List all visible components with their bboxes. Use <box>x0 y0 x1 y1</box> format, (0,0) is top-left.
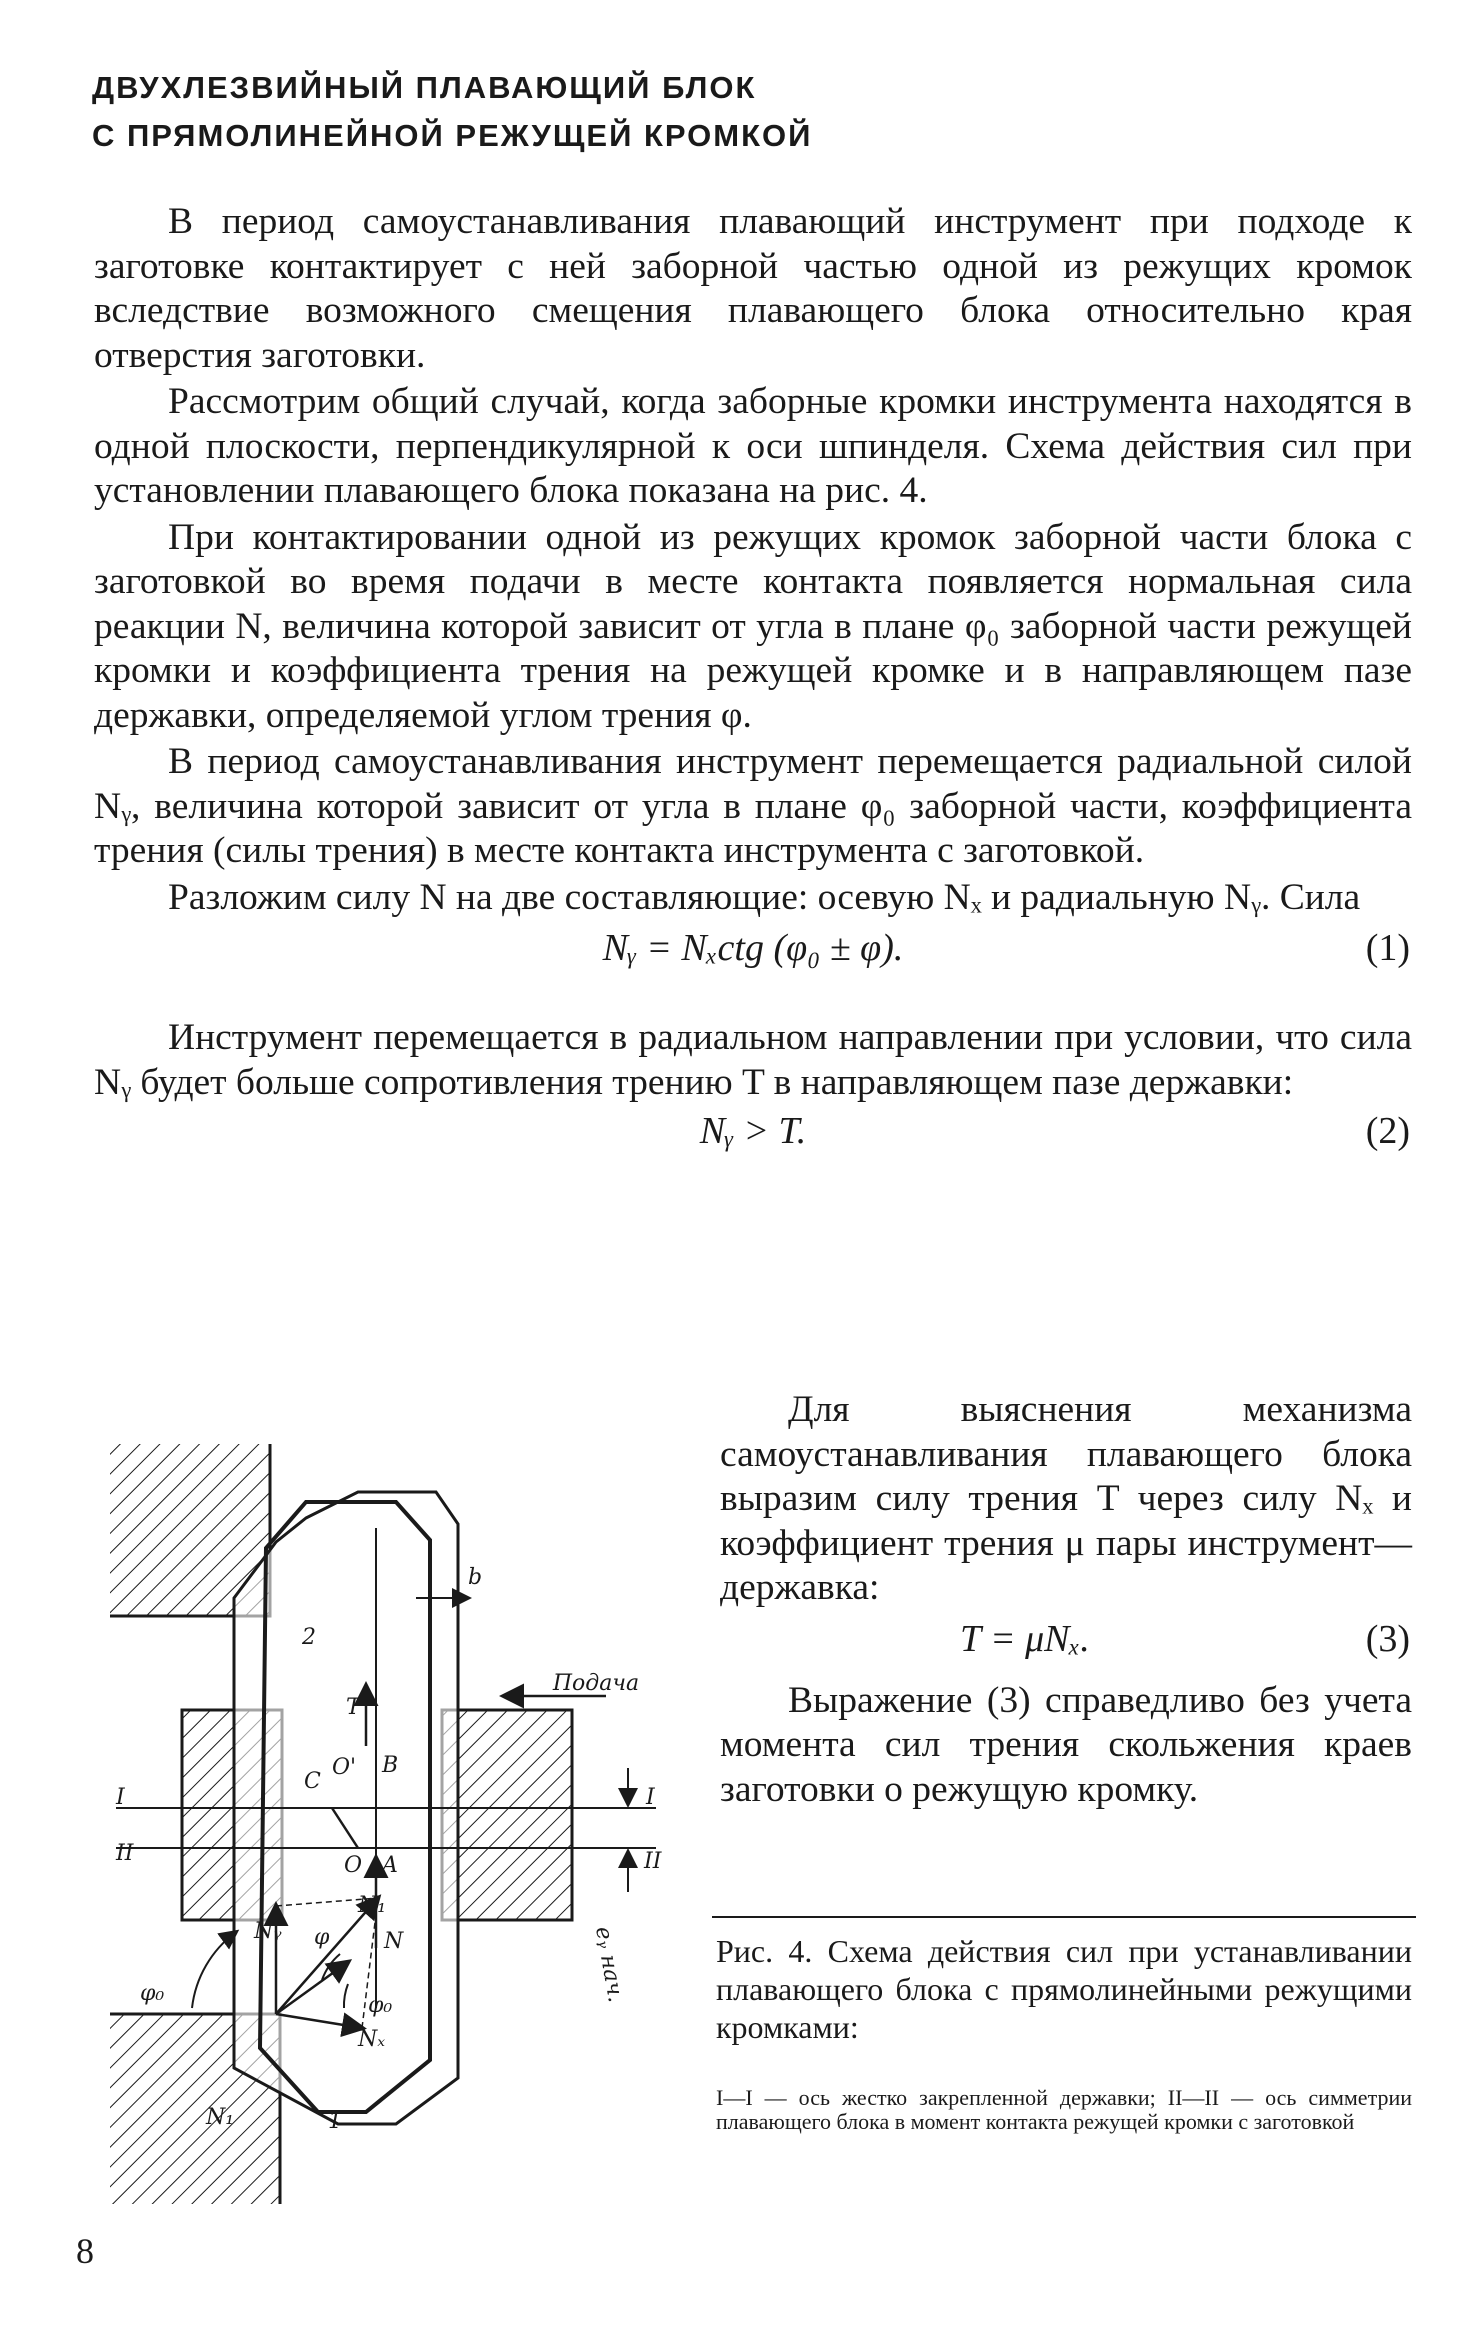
equation-1-formula: Nᵧ = Nₓctg (φ₀ ± φ). <box>602 927 904 969</box>
label-Ny: Nᵧ <box>254 1919 282 1944</box>
label-phi: φ <box>314 1925 330 1950</box>
label-axis-II-right: II <box>644 1849 662 1874</box>
equation-2-number: (2) <box>1365 1110 1410 1152</box>
equation-2-formula: Nᵧ > T. <box>699 1110 807 1152</box>
equation-1 <box>94 926 1412 988</box>
caption-rule <box>712 1916 1416 1918</box>
label-part-2: 2 <box>302 1625 316 1650</box>
label-A: A <box>382 1853 398 1878</box>
paragraph-4: В период самоустанавливания инструмент перемещается радиальной силой Nᵧ, величина которой зависит от угла в плане φ₀ заборной части, коэффициента трения (силы трения) в месте контакта инструмента с заготовкой. <box>94 741 1412 871</box>
feed-label: Подача <box>552 1671 640 1696</box>
equation-3-number: (3) <box>1365 1617 1410 1660</box>
force-diagram-svg <box>96 1428 696 2208</box>
paragraph-3: При контактировании одной из режущих кромок заборной части блока с заготовкой во время подачи в месте контакта появляется нормальная сила реакции N, величина которой зависит от угла в плане φ₀ заборной части режущей кромки и коэффициента трения на режущей кромке и в направляющем пазе державки, определяемой углом трения φ. <box>94 516 1412 736</box>
page-number: 8 <box>76 2231 94 2271</box>
equation-3-formula: T = μNₓ. <box>960 1617 1090 1660</box>
label-B: B <box>382 1753 399 1778</box>
label-phi0-left: φ₀ <box>140 1981 165 2006</box>
label-ey: eᵧ нач. <box>590 1924 629 2005</box>
equation-3 <box>720 1617 1412 1673</box>
paragraph-6: Инструмент перемещается в радиальном направлении при условии, что сила Nᵧ будет больше сопротивления трению T в направляющем пазе державки: <box>94 1017 1412 1103</box>
label-part-1: 1 <box>328 2109 342 2134</box>
label-T: T <box>346 1695 361 1720</box>
label-axis-I-left: I <box>116 1785 125 1810</box>
paragraph-8: Выражение (3) справедливо без учета момента сил трения скольжения краев заготовки о режущую кромку. <box>720 1679 1412 1810</box>
equation-1-number: (1) <box>1365 927 1410 969</box>
label-b: b <box>468 1565 483 1590</box>
label-O: O <box>344 1853 363 1878</box>
feed-arrow <box>504 1671 639 1696</box>
label-N: N <box>384 1929 404 1954</box>
label-axis-II-left: II <box>116 1841 134 1866</box>
heading-line-2: С ПРЯМОЛИНЕЙНОЙ РЕЖУЩЕЙ КРОМКОЙ <box>92 118 813 153</box>
paragraph-7: Для выяснения механизма самоустанавливания плавающего блока выразим силу трения T через силу Nₓ и коэффициент трения μ пары инструмент—державка: <box>720 1389 1412 1608</box>
figure-force-diagram <box>96 1428 696 2208</box>
paragraph-5: Разложим силу N на две составляющие: осевую Nₓ и радиальную Nᵧ. Сила <box>168 876 1361 918</box>
side-text <box>720 1388 1412 1812</box>
figure-caption-legend: I—I — ось жестко закрепленной державки; II—II — ось симметрии плавающего блока в момент контакта режущей кромки с заготовкой <box>716 2085 1412 2134</box>
heading-line-1: ДВУХЛЕЗВИЙНЫЙ ПЛАВАЮЩИЙ БЛОК <box>92 70 757 105</box>
label-Nx: Nₓ <box>358 2027 386 2052</box>
paragraph-2: Рассмотрим общий случай, когда заборные кромки инструмента находятся в одной плоскости, перпендикулярной к оси шпинделя. Схема действия сил при установлении плавающего блока показана на рис. 4. <box>94 381 1412 511</box>
figure-caption: Рис. 4. Схема действия сил при устанавливании плавающего блока с прямолинейными режущими кромками: <box>716 1933 1412 2045</box>
label-O-prime: O' <box>332 1755 357 1780</box>
label-N1-bottom: N₁ <box>206 2105 235 2130</box>
label-N1: N₁ <box>358 1893 387 1918</box>
label-C: C <box>304 1769 321 1794</box>
workpiece-right <box>442 1710 572 1920</box>
ey-dim <box>590 1768 628 2004</box>
label-axis-I-right: I <box>646 1785 655 1810</box>
body-text <box>94 200 1412 1199</box>
equation-2 <box>94 1109 1412 1171</box>
section-heading <box>92 64 1392 160</box>
paragraph-1: В период самоустанавливания плавающий инструмент при подходе к заготовке контактирует с ней заборной частью одной из режущих кромок вследствие возможного смещения плавающего блока относительно края отверстия заготовки. <box>94 201 1412 376</box>
label-phi0-right: φ₀ <box>368 1993 393 2018</box>
